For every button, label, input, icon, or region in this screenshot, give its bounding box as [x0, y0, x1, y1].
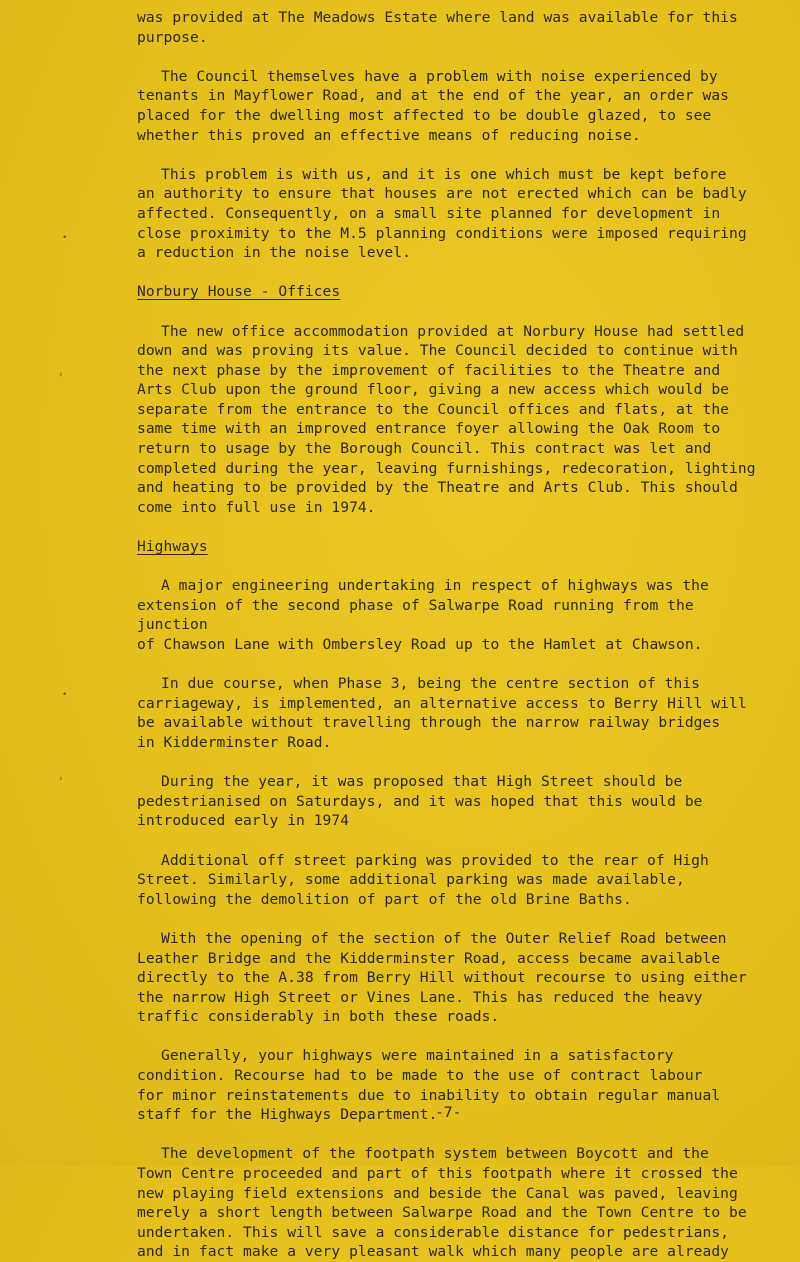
- paragraph-phase-3: In due course, when Phase 3, being the centre section of this carriageway, is implemented, an alternative access to Berry Hill will be available without travelling through the narrow railway bridges in Kidderminster Road.: [137, 675, 747, 751]
- heading-norbury-house: Norbury House - Offices: [137, 283, 341, 301]
- margin-mark: ›: [58, 774, 64, 784]
- paragraph-noise-mayflower-road: The Council themselves have a problem with noise experienced by tenants in Mayflower Road, and at the end of the year, an order was placed for the dwelling most affected to be double glazed, to see whether this proved an effective means of reducing noise.: [137, 67, 730, 144]
- heading-highways: Highways: [137, 538, 208, 556]
- paragraph-continuation: was provided at The Meadows Estate where land was available for this purpose.: [137, 9, 738, 46]
- paragraph-highways-maintained: Generally, your highways were maintained in a satisfactory condition. Recourse had to be made to the use of contract labour for minor reinstatements due to inability to obtain regular manual staff for the Highways Department.: [137, 1047, 721, 1124]
- paragraph-salwarpe-road: A major engineering undertaking in respect of highways was the extension of the second phase of Salwarpe Road running from the junction of Chawson Lane with Ombersley Road up to the Hamlet at Chawson.: [137, 577, 709, 653]
- paragraph-noise-authority: This problem is with us, and it is one which must be kept before an authority to ensure that houses are not erected which can be badly affected. Consequently, on a small site planned for development in close proximity to the M.5 planning conditions were imposed requiring a reduction in the noise level.: [137, 165, 747, 262]
- margin-mark: •: [62, 233, 68, 243]
- margin-mark: ›: [58, 370, 64, 380]
- paragraph-off-street-parking: Additional off street parking was provided to the rear of High Street. Similarly, some additional parking was made available, following the demolition of part of the old Brine Baths.: [137, 851, 709, 908]
- paragraph-outer-relief-road: With the opening of the section of the Outer Relief Road between Leather Bridge and the Kidderminster Road, access became available directly to the A.38 from Berry Hill without recourse to using either the narrow High Street or Vines Lane. This has reduced the heavy traffic considerably in both these roads.: [137, 929, 747, 1026]
- margin-mark: •: [62, 690, 68, 700]
- page-number: -7-: [435, 1104, 462, 1121]
- paragraph-high-street-pedestrianised: During the year, it was proposed that High Street should be pedestrianised on Saturdays, and it was hoped that this would be introduced early in 1974: [137, 773, 703, 830]
- paragraph-footpath-system: The development of the footpath system between Boycott and the Town Centre proceeded and part of this footpath where it crossed the new playing field extensions and beside the Canal was paved, leaving merely a short length between Salwarpe Road and the Town Centre to be undertaken. This will save a considerable distance for pedestrians, and in fact make a very pleasant walk which many people are already: [137, 1145, 747, 1261]
- paragraph-norbury-house: The new office accommodation provided at Norbury House had settled down and was proving its value. The Council decided to continue with the next phase by the improvement of facilities to the Theatre and Arts Club upon the ground floor, giving a new access which would be separate from the entrance to the Council offices and flats, at the same time with an improved entrance foyer allowing the Oak Room to return to usage by the Borough Council. This contract was let and completed during the year, leaving furnishings, redecoration, lighting and heating to be provided by the Theatre and Arts Club. This should come into full use in 1974.: [137, 322, 756, 516]
